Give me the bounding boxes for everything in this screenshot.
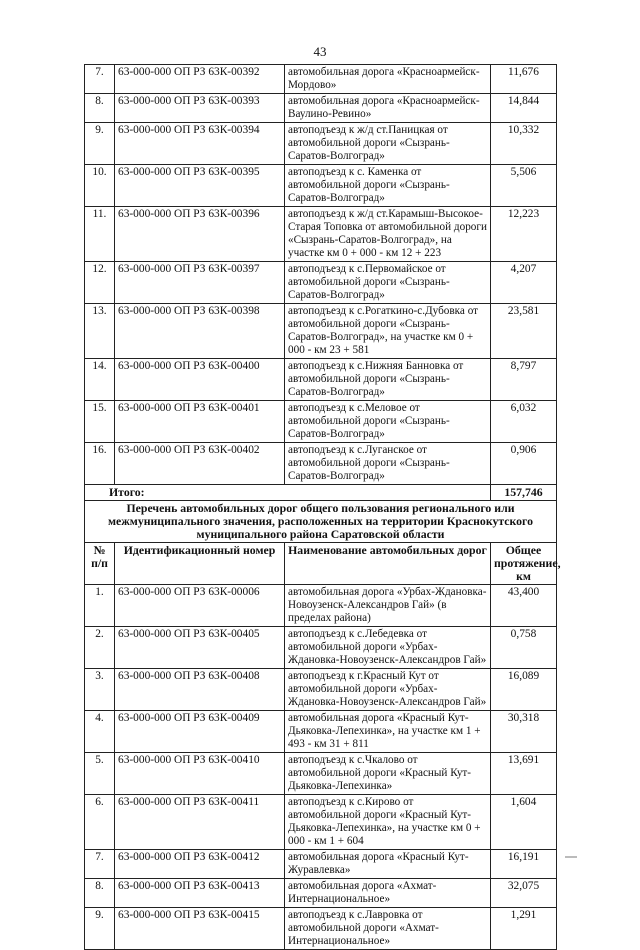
row-number: 7. xyxy=(85,850,115,879)
road-name: автоподъезд к г.Красный Кут от автомобильной дороги «Урбах-Ждановка-Новоузенск-Александров Гай» xyxy=(285,669,491,711)
row-number: 6. xyxy=(85,795,115,850)
road-name: автоподъезд к с.Лавровка от автомобильной дороги «Ахмат-Интернациональное» xyxy=(285,908,491,950)
road-name: автоподъезд к с.Кирово от автомобильной дороги «Красный Кут-Дьяковка-Лепехинка», на участке км 0 + 000 - км 1 + 604 xyxy=(285,795,491,850)
table-row xyxy=(85,711,557,753)
road-length: 14,844 xyxy=(491,94,557,123)
row-number: 7. xyxy=(85,65,115,94)
table-row xyxy=(85,850,557,879)
section-title-row xyxy=(85,501,557,543)
table-row xyxy=(85,585,557,627)
row-number: 3. xyxy=(85,669,115,711)
road-length: 23,581 xyxy=(491,304,557,359)
road-id: 63-000-000 ОП РЗ 63К-00393 xyxy=(115,94,285,123)
road-length: 12,223 xyxy=(491,207,557,262)
road-id: 63-000-000 ОП РЗ 63К-00395 xyxy=(115,165,285,207)
road-id: 63-000-000 ОП РЗ 63К-00398 xyxy=(115,304,285,359)
row-number: 5. xyxy=(85,753,115,795)
road-name: автоподъезд к с.Луганское от автомобильной дороги «Сызрань-Саратов-Волгоград» xyxy=(285,443,491,485)
table-row xyxy=(85,262,557,304)
road-id: 63-000-000 ОП РЗ 63К-00402 xyxy=(115,443,285,485)
row-number: 9. xyxy=(85,123,115,165)
row-number: 1. xyxy=(85,585,115,627)
row-number: 9. xyxy=(85,908,115,950)
road-id: 63-000-000 ОП РЗ 63К-00400 xyxy=(115,359,285,401)
road-length: 11,676 xyxy=(491,65,557,94)
road-name: автоподъезд к с.Рогаткино-с.Дубовка от автомобильной дороги «Сызрань-Саратов-Волгоград», на участке км 0 + 000 - км 23 + 581 xyxy=(285,304,491,359)
road-id: 63-000-000 ОП РЗ 63К-00411 xyxy=(115,795,285,850)
page-number: 43 xyxy=(313,44,327,59)
road-length: 32,075 xyxy=(491,879,557,908)
road-id: 63-000-000 ОП РЗ 63К-00412 xyxy=(115,850,285,879)
road-length: 1,604 xyxy=(491,795,557,850)
road-name: автоподъезд к ж/д ст.Карамыш-Высокое-Старая Топовка от автомобильной дороги «Сызрань-Саратов-Волгоград», на участке км 0 + 000 - км 12 + 223 xyxy=(285,207,491,262)
table-row xyxy=(85,359,557,401)
table-row xyxy=(85,123,557,165)
road-id: 63-000-000 ОП РЗ 63К-00397 xyxy=(115,262,285,304)
row-number: 12. xyxy=(85,262,115,304)
row-number: 10. xyxy=(85,165,115,207)
total-value: 157,746 xyxy=(491,485,557,501)
road-length: 6,032 xyxy=(491,401,557,443)
table-row xyxy=(85,879,557,908)
road-name: автоподъезд к с.Меловое от автомобильной дороги «Сызрань-Саратов-Волгоград» xyxy=(285,401,491,443)
road-name: автоподъезд к с.Лебедевка от автомобильной дороги «Урбах-Ждановка-Новоузенск-Александров Гай» xyxy=(285,627,491,669)
road-name: автоподъезд к с.Чкалово от автомобильной дороги «Красный Кут-Дьяковка-Лепехинка» xyxy=(285,753,491,795)
header-id: Идентификационный номер xyxy=(115,543,285,585)
table-row xyxy=(85,94,557,123)
road-length: 30,318 xyxy=(491,711,557,753)
header-num: № п/п xyxy=(85,543,115,585)
row-number: 15. xyxy=(85,401,115,443)
road-name: автомобильная дорога «Красный Кут-Дьяковка-Лепехинка», на участке км 1 + 493 - км 31 + 811 xyxy=(285,711,491,753)
header-name: Наименование автомобильных дорог xyxy=(285,543,491,585)
road-length: 16,191 xyxy=(491,850,557,879)
row-number: 14. xyxy=(85,359,115,401)
road-length: 8,797 xyxy=(491,359,557,401)
road-id: 63-000-000 ОП РЗ 63К-00408 xyxy=(115,669,285,711)
road-name: автомобильная дорога «Урбах-Ждановка-Новоузенск-Александров Гай» (в пределах района) xyxy=(285,585,491,627)
road-length: 0,906 xyxy=(491,443,557,485)
road-length: 0,758 xyxy=(491,627,557,669)
road-name: автоподъезд к ж/д ст.Паницкая от автомобильной дороги «Сызрань-Саратов-Волгоград» xyxy=(285,123,491,165)
road-name: автомобильная дорога «Красный Кут-Журавлевка» xyxy=(285,850,491,879)
road-name: автомобильная дорога «Красноармейск-Ваулино-Ревино» xyxy=(285,94,491,123)
road-length: 43,400 xyxy=(491,585,557,627)
row-number: 2. xyxy=(85,627,115,669)
table-header-row xyxy=(85,543,557,585)
table-row xyxy=(85,908,557,950)
table-row xyxy=(85,669,557,711)
total-row xyxy=(85,485,557,501)
road-id: 63-000-000 ОП РЗ 63К-00410 xyxy=(115,753,285,795)
road-id: 63-000-000 ОП РЗ 63К-00401 xyxy=(115,401,285,443)
header-length: Общее протяжение, км xyxy=(491,543,557,585)
roads-table xyxy=(84,64,561,950)
road-id: 63-000-000 ОП РЗ 63К-00413 xyxy=(115,879,285,908)
road-name: автоподъезд к с. Каменка от автомобильной дороги «Сызрань-Саратов-Волгоград» xyxy=(285,165,491,207)
road-name: автомобильная дорога «Красноармейск-Мордово» xyxy=(285,65,491,94)
table-row xyxy=(85,304,557,359)
table-row xyxy=(85,753,557,795)
road-length: 10,332 xyxy=(491,123,557,165)
road-id: 63-000-000 ОП РЗ 63К-00409 xyxy=(115,711,285,753)
road-length: 5,506 xyxy=(491,165,557,207)
road-id: 63-000-000 ОП РЗ 63К-00006 xyxy=(115,585,285,627)
table-row xyxy=(85,65,557,94)
row-number: 11. xyxy=(85,207,115,262)
road-id: 63-000-000 ОП РЗ 63К-00394 xyxy=(115,123,285,165)
table-row xyxy=(85,207,557,262)
road-id: 63-000-000 ОП РЗ 63К-00396 xyxy=(115,207,285,262)
road-id: 63-000-000 ОП РЗ 63К-00415 xyxy=(115,908,285,950)
total-label: Итого: xyxy=(85,485,491,501)
road-length: 4,207 xyxy=(491,262,557,304)
scan-mark xyxy=(565,856,577,858)
table-row xyxy=(85,627,557,669)
road-name: автомобильная дорога «Ахмат-Интернациональное» xyxy=(285,879,491,908)
table-row xyxy=(85,165,557,207)
table-row xyxy=(85,401,557,443)
road-id: 63-000-000 ОП РЗ 63К-00392 xyxy=(115,65,285,94)
road-length: 1,291 xyxy=(491,908,557,950)
road-name: автоподъезд к с.Нижняя Банновка от автомобильной дороги «Сызрань-Саратов-Волгоград» xyxy=(285,359,491,401)
row-number: 13. xyxy=(85,304,115,359)
road-length: 13,691 xyxy=(491,753,557,795)
section-title: Перечень автомобильных дорог общего пользования регионального или межмуниципального значения, расположенных на территории Краснокутского муниципального района Саратовской области xyxy=(85,501,557,543)
road-id: 63-000-000 ОП РЗ 63К-00405 xyxy=(115,627,285,669)
table-row xyxy=(85,443,557,485)
row-number: 4. xyxy=(85,711,115,753)
table-row xyxy=(85,795,557,850)
row-number: 16. xyxy=(85,443,115,485)
row-number: 8. xyxy=(85,94,115,123)
road-name: автоподъезд к с.Первомайское от автомобильной дороги «Сызрань-Саратов-Волгоград» xyxy=(285,262,491,304)
row-number: 8. xyxy=(85,879,115,908)
road-length: 16,089 xyxy=(491,669,557,711)
